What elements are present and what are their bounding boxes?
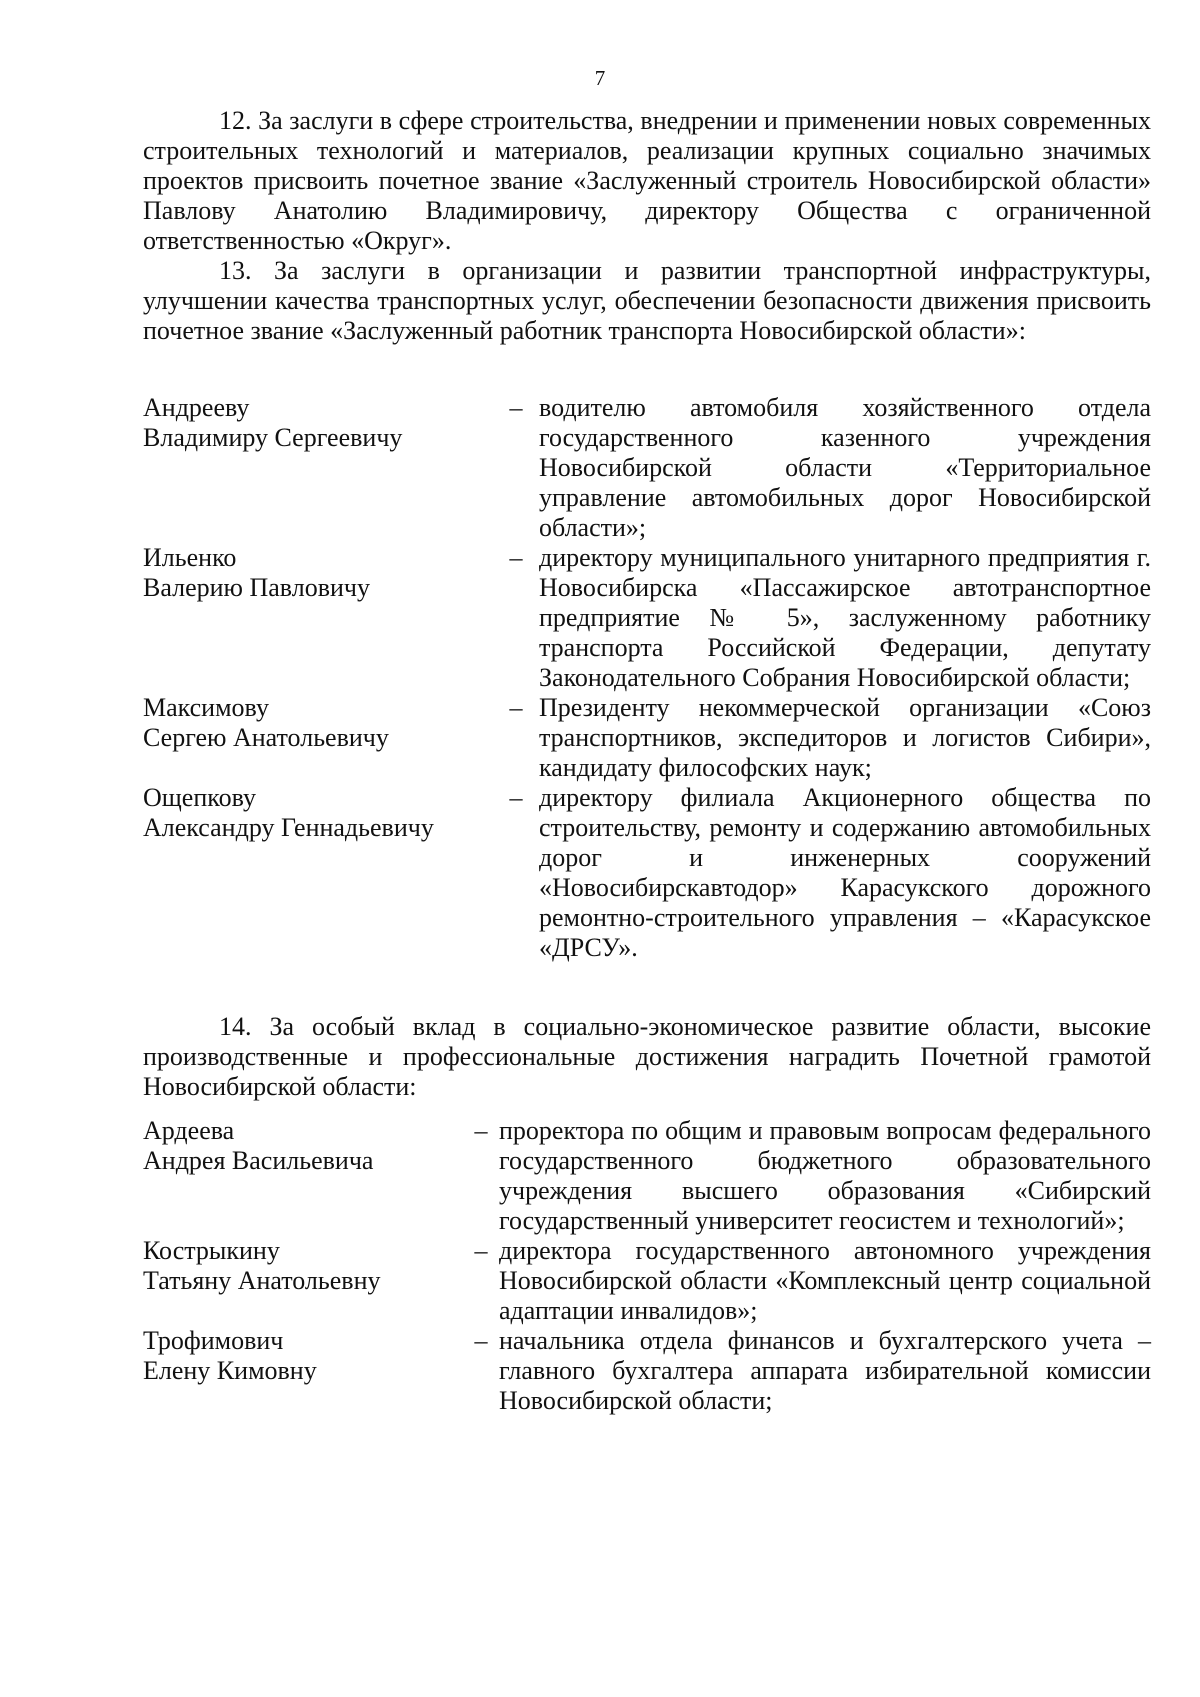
dash-separator: – bbox=[474, 1116, 488, 1145]
awardee-given-name: Елену Кимовну bbox=[143, 1356, 317, 1385]
list-item bbox=[143, 783, 1151, 963]
awardee-name bbox=[143, 1116, 463, 1176]
awardee-position: водителю автомобиля хозяйственного отдела государственного казенного учреждения Новосибирской области «Территориальное управление автомобильных дорог Новосибирской области»; bbox=[539, 393, 1151, 542]
awardee-given-name: Владимиру Сергеевичу bbox=[143, 423, 403, 452]
awardee-position: проректора по общим и правовым вопросам федерального государственного бюджетного образовательного учреждения высшего образования «Сибирский государственный университет геосистем и технологий»; bbox=[499, 1116, 1151, 1235]
awardee-surname: Максимову bbox=[143, 693, 269, 722]
awardee-surname: Ардеева bbox=[143, 1116, 235, 1145]
awardee-position: директору муниципального унитарного предприятия г. Новосибирска «Пассажирское автотранспортное предприятие № 5», заслуженному работнику транспорта Российской Федерации, депутату Законодательного Собрания Новосибирской области; bbox=[539, 543, 1151, 692]
awardee-name bbox=[143, 693, 493, 753]
awardee-given-name: Александру Геннадьевичу bbox=[143, 813, 434, 842]
awardee-given-name: Татьяну Анатольевну bbox=[143, 1266, 381, 1295]
awardee-position: Президенту некоммерческой организации «Союз транспортников, экспедиторов и логистов Сибири», кандидату философских наук; bbox=[539, 693, 1151, 782]
awardee-name bbox=[143, 393, 493, 453]
awardee-surname: Кострыкину bbox=[143, 1236, 280, 1265]
paragraph-item-13: 13. За заслуги в организации и развитии транспортной инфраструктуры, улучшении качества транспортных услуг, обеспечении безопасности движения присвоить почетное звание «Заслуженный работник транспорта Новосибирской области»: bbox=[143, 256, 1151, 345]
awardee-given-name: Андрея Васильевича bbox=[143, 1146, 374, 1175]
list-item bbox=[143, 543, 1151, 693]
awardee-list-certificate bbox=[143, 1116, 1151, 1416]
awardee-name bbox=[143, 1326, 463, 1386]
awardee-given-name: Сергею Анатольевичу bbox=[143, 723, 389, 752]
awardee-surname: Ильенко bbox=[143, 543, 237, 572]
paragraph-item-14: 14. За особый вклад в социально-экономическое развитие области, высокие производственные и профессиональные достижения наградить Почетной грамотой Новосибирской области: bbox=[143, 1012, 1151, 1101]
dash-separator: – bbox=[509, 543, 523, 572]
awardee-surname: Трофимович bbox=[143, 1326, 284, 1355]
awardee-position: директора государственного автономного учреждения Новосибирской области «Комплексный центр социальной адаптации инвалидов»; bbox=[499, 1236, 1151, 1325]
dash-separator: – bbox=[474, 1326, 488, 1355]
dash-separator: – bbox=[474, 1236, 488, 1265]
paragraph-item-12: 12. За заслуги в сфере строительства, внедрении и применении новых современных строительных технологий и материалов, реализации крупных социально значимых проектов присвоить почетное звание «Заслуженный строитель Новосибирской области» Павлову Анатолию Владимировичу, директору Общества с ограниченной ответственностью «Округ». bbox=[143, 106, 1151, 255]
list-item bbox=[143, 1236, 1151, 1326]
awardee-name bbox=[143, 543, 493, 603]
list-item bbox=[143, 693, 1151, 783]
awardee-given-name: Валерию Павловичу bbox=[143, 573, 370, 602]
dash-separator: – bbox=[509, 783, 523, 812]
awardee-surname: Ощепкову bbox=[143, 783, 256, 812]
dash-separator: – bbox=[509, 693, 523, 722]
awardee-name bbox=[143, 783, 493, 843]
awardee-surname: Андрееву bbox=[143, 393, 250, 422]
awardee-list-transport bbox=[143, 393, 1151, 963]
page-number: 7 bbox=[594, 66, 606, 90]
awardee-position: директору филиала Акционерного общества по строительству, ремонту и содержанию автомобильных дорог и инженерных сооружений «Новосибирскавтодор» Карасукского дорожного ремонтно-строительного управления – «Карасукское «ДРСУ». bbox=[539, 783, 1151, 962]
list-item bbox=[143, 1116, 1151, 1236]
list-item bbox=[143, 393, 1151, 543]
dash-separator: – bbox=[509, 393, 523, 422]
awardee-position: начальника отдела финансов и бухгалтерского учета – главного бухгалтера аппарата избирательной комиссии Новосибирской области; bbox=[499, 1326, 1151, 1415]
list-item bbox=[143, 1326, 1151, 1416]
awardee-name bbox=[143, 1236, 463, 1296]
